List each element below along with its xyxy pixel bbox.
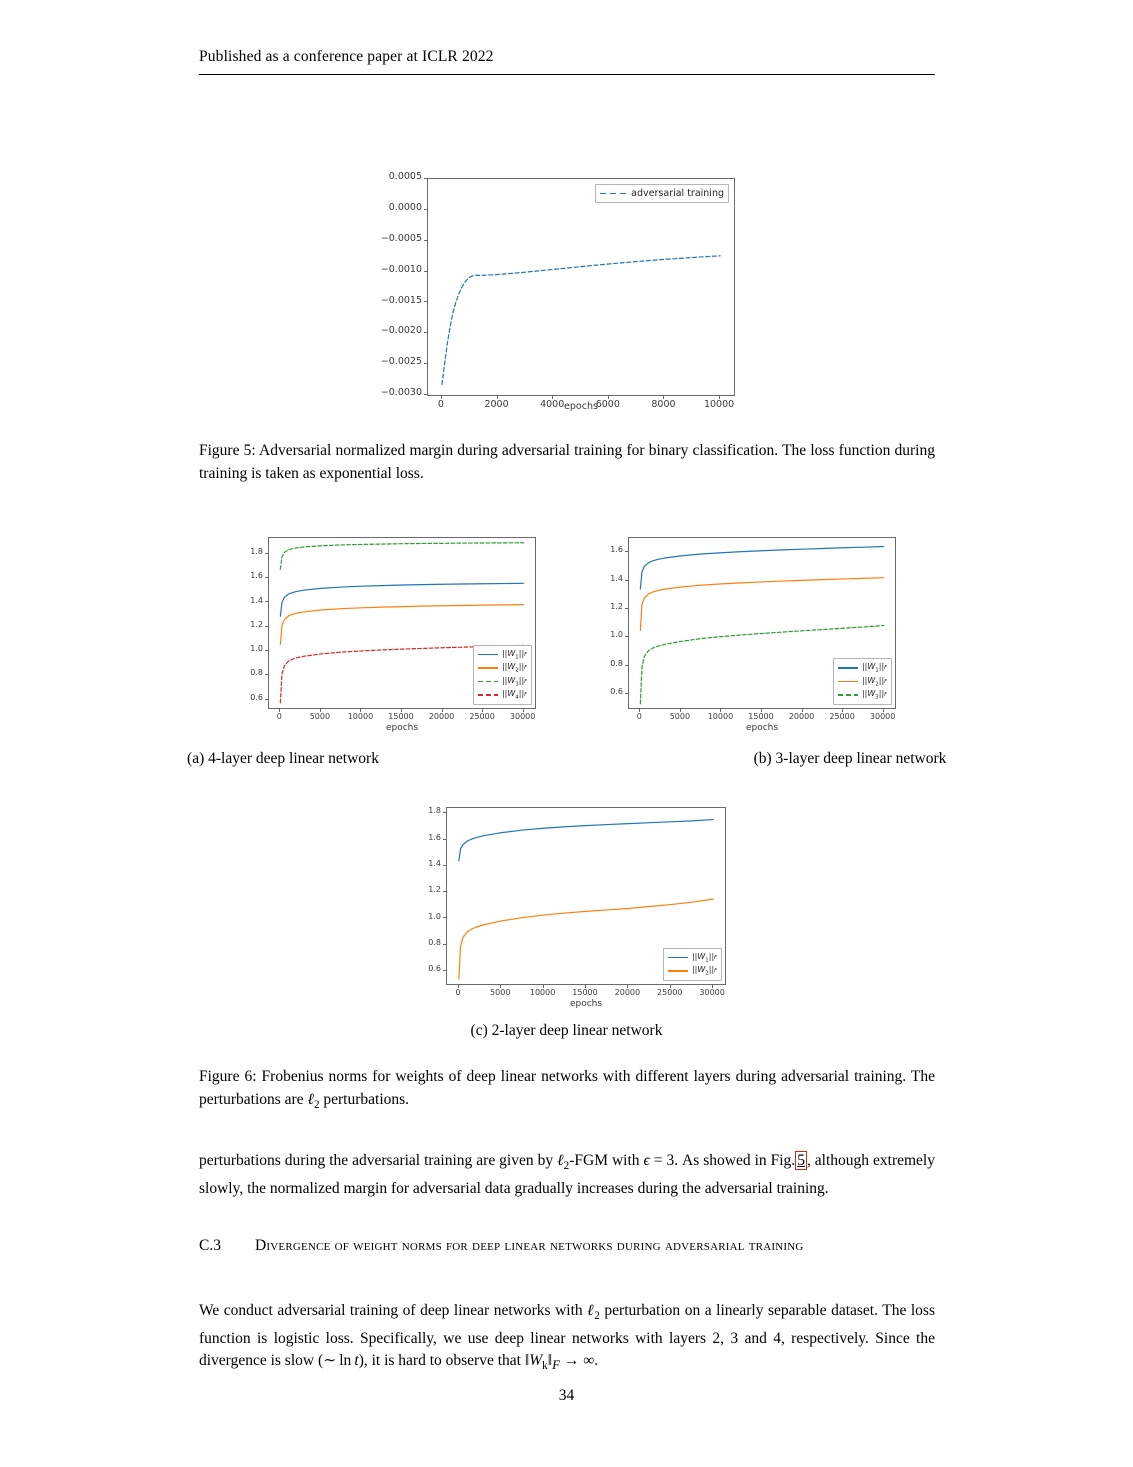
x-tick-label: 10000 xyxy=(529,988,556,997)
series-line-3 xyxy=(280,543,523,570)
section-number: C.3 xyxy=(199,1237,221,1254)
body-p2-part4: . xyxy=(594,1352,599,1370)
legend-swatch-dashed-red xyxy=(478,691,498,700)
fig6c-legend xyxy=(663,948,722,981)
y-tick-mark xyxy=(443,944,446,945)
x-tick-label: 20000 xyxy=(788,712,815,721)
y-tick-mark xyxy=(265,626,268,627)
y-tick-mark xyxy=(424,271,427,272)
legend-item-w3 xyxy=(838,689,887,701)
fig6b-plot-area xyxy=(628,537,896,709)
figure-6a xyxy=(232,533,544,743)
y-tick-mark xyxy=(424,240,427,241)
x-tick-mark xyxy=(663,396,664,399)
x-tick-label: 15000 xyxy=(748,712,774,721)
x-tick-label: 0 xyxy=(636,712,642,721)
body-p1-part2: -FGM with xyxy=(569,1152,644,1169)
x-tick-label: 5000 xyxy=(490,988,511,997)
x-tick-mark xyxy=(670,985,671,988)
x-tick-label: 0 xyxy=(276,712,282,721)
y-tick-label: 1.8 xyxy=(428,806,441,816)
legend-item-w2 xyxy=(478,662,527,674)
fig6b-xaxis-label: epochs xyxy=(745,723,779,733)
y-tick-label: 1.0 xyxy=(250,644,263,654)
body-p1-part3: = 3. As showed in Fig. xyxy=(649,1152,796,1169)
y-tick-mark xyxy=(424,178,427,179)
figure-6-caption-line-1: Figure 6: Frobenius norms for weights of deep linear networks with different layers during adversarial xyxy=(199,1068,850,1085)
series-line-1 xyxy=(280,583,523,616)
y-tick-label: 0.0005 xyxy=(388,171,422,183)
x-tick-label: 8000 xyxy=(651,399,676,410)
legend-label-w3: $||W_3||F$ xyxy=(501,675,527,688)
y-tick-mark xyxy=(443,970,446,971)
y-tick-mark xyxy=(625,580,628,581)
y-tick-label: 1.4 xyxy=(428,859,441,869)
y-tick-label: 1.2 xyxy=(428,885,441,895)
x-tick-label: 15000 xyxy=(572,988,598,997)
x-tick-label: 20000 xyxy=(428,712,455,721)
x-tick-mark xyxy=(543,985,544,988)
y-tick-mark xyxy=(265,601,268,602)
legend-item-adversarial-training xyxy=(600,188,724,199)
x-tick-mark xyxy=(883,709,884,712)
x-tick-mark xyxy=(802,709,803,712)
fig5-xaxis-label: epochs xyxy=(564,401,598,412)
body-paragraph-1 xyxy=(199,1150,935,1200)
legend-label-w4: $||W_4||F$ xyxy=(501,689,527,701)
x-tick-mark xyxy=(712,985,713,988)
y-tick-label: 0.6 xyxy=(610,687,623,697)
series-line-2 xyxy=(640,578,883,631)
series-line-1 xyxy=(459,820,713,861)
body-p2-part3: ), it is hard to observe that xyxy=(358,1352,525,1370)
figure-6c xyxy=(404,803,734,1018)
x-tick-mark xyxy=(680,709,681,712)
y-tick-mark xyxy=(443,839,446,840)
y-tick-label: 0.8 xyxy=(428,937,441,947)
y-tick-mark xyxy=(265,553,268,554)
section-heading-c3 xyxy=(199,1235,935,1257)
y-tick-label: −0.0030 xyxy=(380,387,422,399)
x-tick-label: 5000 xyxy=(669,712,691,721)
y-tick-mark xyxy=(424,209,427,210)
x-tick-mark xyxy=(320,709,321,712)
legend-label-w1: $||W_1||F$ xyxy=(691,951,717,964)
y-tick-label: 0.8 xyxy=(610,658,623,668)
x-tick-mark xyxy=(401,709,402,712)
figure-5-caption xyxy=(199,440,935,485)
body-p1-part1: perturbations during the adversarial training are given by xyxy=(199,1152,558,1169)
figure-6b-subcaption: (b) 3-layer deep linear network xyxy=(753,750,947,767)
y-tick-label: 0.8 xyxy=(250,668,263,678)
y-tick-mark xyxy=(443,891,446,892)
legend-item-w1 xyxy=(478,649,527,661)
fig6a-xaxis-label: epochs xyxy=(385,723,419,733)
x-tick-mark xyxy=(552,396,553,399)
legend-label-w2: $||W_2||F$ xyxy=(691,965,717,977)
y-tick-label: −0.0010 xyxy=(380,263,422,275)
x-tick-label: 25000 xyxy=(657,988,683,997)
x-tick-label: 0 xyxy=(455,988,461,997)
y-tick-label: 1.6 xyxy=(428,832,441,842)
y-tick-mark xyxy=(625,551,628,552)
section-title: Divergence of weight norms for deep linear networks during adversarial training xyxy=(255,1237,804,1254)
x-tick-mark xyxy=(360,709,361,712)
figure-6c-subcaption: (c) 2-layer deep linear network xyxy=(470,1022,663,1039)
y-tick-mark xyxy=(265,577,268,578)
y-tick-mark xyxy=(265,650,268,651)
series-line-2 xyxy=(280,605,523,645)
x-tick-mark xyxy=(639,709,640,712)
x-tick-label: 15000 xyxy=(388,712,414,721)
legend-swatch-solid-blue xyxy=(668,953,688,962)
legend-swatch-solid-orange xyxy=(478,664,498,673)
x-tick-mark xyxy=(719,396,720,399)
body-p2-part1: We conduct adversarial training of deep linear networks with xyxy=(199,1302,588,1319)
x-tick-label: 20000 xyxy=(614,988,641,997)
y-tick-mark xyxy=(265,674,268,675)
page-number: 34 xyxy=(558,1387,575,1404)
y-tick-label: 1.0 xyxy=(610,630,623,640)
x-tick-mark xyxy=(720,709,721,712)
x-tick-label: 30000 xyxy=(699,988,725,997)
header-rule xyxy=(199,74,935,75)
y-tick-label: 0.6 xyxy=(250,692,263,702)
legend-swatch-solid-blue xyxy=(478,650,498,659)
legend-swatch-dashed-green xyxy=(478,677,498,686)
legend-label-w1: $||W_1||F$ xyxy=(501,648,527,661)
x-tick-label: 25000 xyxy=(829,712,855,721)
x-tick-label: 30000 xyxy=(509,712,536,721)
legend-label-w3: $||W_3||F$ xyxy=(861,689,887,701)
x-tick-label: 4000 xyxy=(540,399,565,410)
fig5-curve-canvas xyxy=(428,179,734,395)
weight-norm-expression: $‖W_k‖_F$ → ∞ xyxy=(524,1352,595,1373)
y-tick-label: 1.4 xyxy=(610,573,623,583)
legend-item-w2 xyxy=(668,965,717,977)
x-tick-mark xyxy=(608,396,609,399)
ell-two-symbol: ℓ$_2$ xyxy=(307,1090,320,1111)
ell-two-symbol: ℓ$_2$ xyxy=(557,1152,570,1173)
x-tick-mark xyxy=(497,396,498,399)
epsilon-symbol: ϵ xyxy=(643,1152,650,1169)
y-tick-mark xyxy=(443,812,446,813)
legend-label-w2: $||W_2||F$ xyxy=(501,662,527,674)
legend-label-w2: $||W_2||F$ xyxy=(861,675,887,688)
x-tick-label: 5000 xyxy=(309,712,331,721)
x-tick-mark xyxy=(482,709,483,712)
y-tick-label: −0.0005 xyxy=(380,232,422,244)
y-tick-label: 0.6 xyxy=(428,964,441,974)
y-tick-label: −0.0025 xyxy=(380,356,422,368)
x-tick-label: 6000 xyxy=(595,399,620,410)
x-tick-label: 2000 xyxy=(484,399,509,410)
x-tick-label: 30000 xyxy=(869,712,896,721)
legend-swatch-solid-blue xyxy=(838,664,858,673)
legend-item-w3 xyxy=(478,676,527,688)
x-tick-label: 0 xyxy=(437,399,444,410)
fig5-legend xyxy=(595,184,729,203)
y-tick-label: 1.8 xyxy=(250,547,263,557)
x-tick-mark xyxy=(585,985,586,988)
fig6c-xaxis-label: epochs xyxy=(569,999,603,1009)
y-tick-label: 1.4 xyxy=(250,595,263,605)
legend-item-w1 xyxy=(668,952,717,964)
legend-item-w1 xyxy=(838,662,887,674)
y-tick-mark xyxy=(424,363,427,364)
figure-5 xyxy=(355,170,775,420)
x-tick-label: 10000 xyxy=(703,399,735,410)
fig6a-legend xyxy=(473,645,532,705)
y-tick-mark xyxy=(443,917,446,918)
figure-6a-subcaption: (a) 4-layer deep linear network xyxy=(187,750,379,767)
figure-6-caption-line-2b: perturbations. xyxy=(319,1090,410,1108)
legend-item-w2 xyxy=(838,676,887,688)
figure-6b xyxy=(592,533,904,743)
body-paragraph-2 xyxy=(199,1300,935,1378)
y-tick-mark xyxy=(625,608,628,609)
y-tick-label: 1.6 xyxy=(250,571,263,581)
legend-swatch-dashed-blue xyxy=(600,189,626,199)
fig6c-plot-area xyxy=(446,807,726,985)
y-tick-label: 1.2 xyxy=(610,602,623,612)
ln-t-expression: ∼ ln t xyxy=(323,1352,359,1370)
series-line-1 xyxy=(640,547,883,590)
figure-5-reference-link[interactable]: 5 xyxy=(797,1152,805,1169)
x-tick-mark xyxy=(842,709,843,712)
x-tick-mark xyxy=(279,709,280,712)
y-tick-label: 1.6 xyxy=(610,545,623,555)
legend-swatch-solid-orange xyxy=(668,967,688,976)
series-line-1 xyxy=(442,256,720,385)
y-tick-mark xyxy=(424,301,427,302)
y-tick-mark xyxy=(265,699,268,700)
y-tick-mark xyxy=(625,665,628,666)
figure-5-caption-line-1: Figure 5: Adversarial normalized margin during adversarial training for binary classification. The xyxy=(199,442,807,459)
figure-5-caption-line-2: loss function during training is taken as exponential loss. xyxy=(199,442,935,482)
y-tick-mark xyxy=(424,394,427,395)
body-p1-part4: , although extremely slowly, the normalized margin for adversarial data gradually increases during the adversarial training. xyxy=(199,1152,935,1197)
x-tick-mark xyxy=(442,709,443,712)
legend-item-w4 xyxy=(478,689,527,701)
legend-label-w1: $||W_1||F$ xyxy=(861,662,887,674)
x-tick-mark xyxy=(500,985,501,988)
y-tick-label: −0.0020 xyxy=(380,325,422,337)
running-header: Published as a conference paper at ICLR 2022 xyxy=(199,48,494,65)
y-tick-label: 0.0000 xyxy=(388,202,422,214)
y-tick-mark xyxy=(443,865,446,866)
figure-6-caption xyxy=(199,1066,935,1116)
ell-two-symbol: ℓ$_2$ xyxy=(587,1302,600,1323)
x-tick-label: 10000 xyxy=(347,712,374,721)
x-tick-label: 10000 xyxy=(707,712,734,721)
y-tick-mark xyxy=(424,332,427,333)
x-tick-mark xyxy=(627,985,628,988)
figure-6-caption-line-2a: training. The perturbations are xyxy=(199,1068,936,1108)
legend-swatch-dashed-green xyxy=(838,691,858,700)
x-tick-mark xyxy=(523,709,524,712)
x-tick-label: 25000 xyxy=(469,712,495,721)
legend-label-adversarial-training: adversarial training xyxy=(631,188,724,199)
y-tick-label: 1.0 xyxy=(428,911,441,921)
y-tick-label: −0.0015 xyxy=(380,294,422,306)
x-tick-mark xyxy=(441,396,442,399)
x-tick-mark xyxy=(458,985,459,988)
body-p2-part2: perturbation on a linearly separable dataset. The loss function is logistic loss. Specifically, we use deep linear networks with layers 2, 3 and 4, respectively. Since the divergence is slow ( xyxy=(199,1302,935,1370)
legend-swatch-solid-orange xyxy=(838,677,858,686)
y-tick-mark xyxy=(625,693,628,694)
y-tick-mark xyxy=(625,636,628,637)
x-tick-mark xyxy=(761,709,762,712)
fig6a-plot-area xyxy=(268,537,536,709)
fig6b-legend xyxy=(833,658,892,705)
y-tick-label: 1.2 xyxy=(250,619,263,629)
fig5-plot-area xyxy=(427,178,735,396)
